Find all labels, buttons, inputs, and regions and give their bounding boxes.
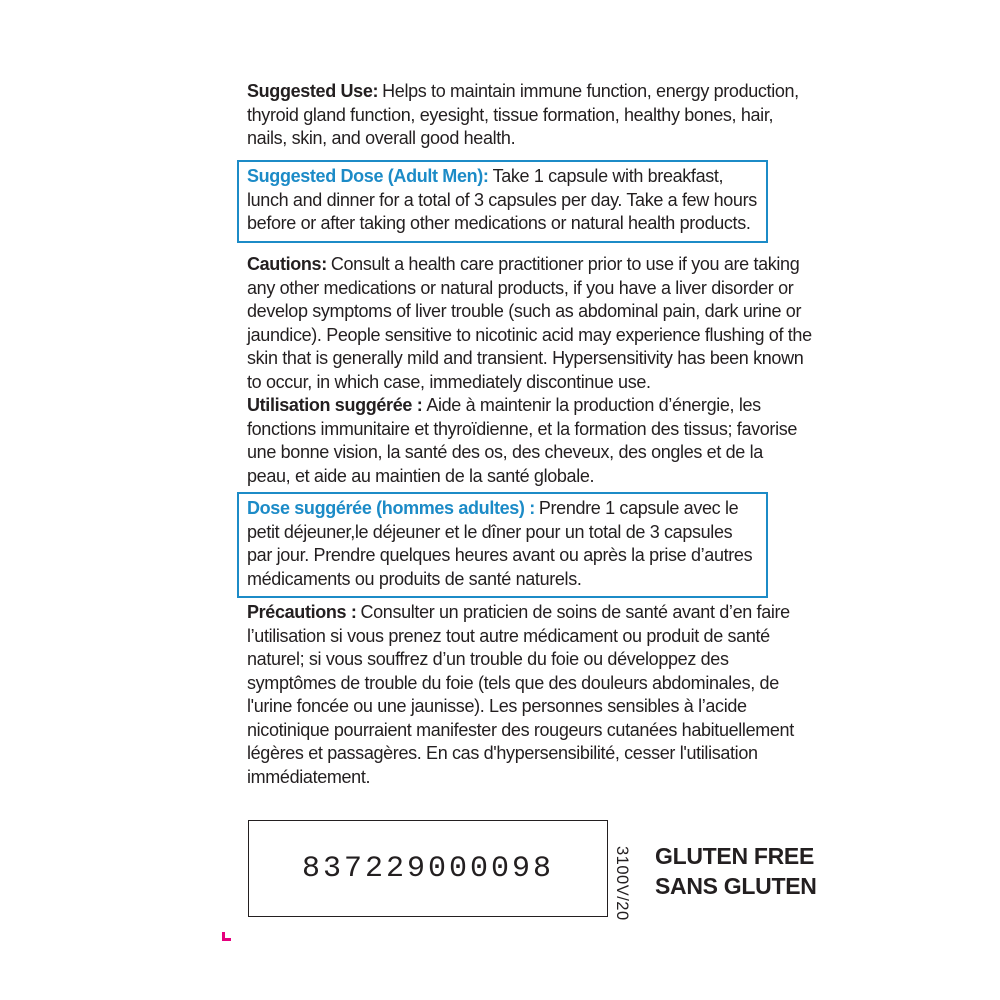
cautions-text: Consult a health care practitioner prior to use if you are taking any other medications or natural products, if you have a liver disorder or develop symptoms of liver trouble (such as abdominal pain, dark urine or jaundice). People sensitive to nicotinic acid may experience flushing of the skin that is generally mild and transient. Hypersensitivity has been known to occur, in which case, immediately discontinue use. [247,254,812,392]
precautions-label: Précautions : [247,602,357,622]
utilisation-suggeree-paragraph [247,394,807,488]
gluten-free-french: SANS GLUTEN [655,873,817,899]
cautions-label: Cautions: [247,254,327,274]
suggested-dose-text: Take 1 capsule with breakfast, lunch and dinner for a total of 3 capsules per day. Take a few hours before or after taking other medications or natural health products. [247,166,757,233]
gluten-free-badge [655,841,817,901]
suggested-dose-label: Suggested Dose (Adult Men): [247,166,489,186]
print-registration-mark [222,932,231,941]
precautions-paragraph [247,601,810,789]
dose-suggeree-label: Dose suggérée (hommes adultes) : [247,498,535,518]
cautions-paragraph [247,253,812,394]
gluten-free-english: GLUTEN FREE [655,843,814,869]
lot-code-vertical: 3100V/20 [613,846,631,921]
suggested-use-text: Helps to maintain immune function, energy production, thyroid gland function, eyesight, tissue formation, healthy bones, hair, nails, skin, and overall good health. [247,81,799,148]
utilisation-suggeree-text: Aide à maintenir la production d’énergie, les fonctions immunitaire et thyroïdienne, et la formation des tissus; favorise une bonne vision, la santé des os, des cheveux, des ongles et de la peau, et aide au maintien de la santé globale. [247,395,798,486]
suggested-dose-box [237,160,768,243]
precautions-text: Consulter un praticien de soins de santé avant d’en faire l’utilisation si vous prenez tout autre médicament ou produit de santé naturel; si vous souffrez d’un trouble du foie ou développez des symptômes de trouble du foie (tels que des douleurs abdominales, de l'urine foncée ou une jaunisse). Les personnes sensibles à l’acide nicotinique pourraient manifester des rougeurs cutanées habituellement légères et passagères. En cas d'hypersensibilité, cesser l'utilisation immédiatement. [247,602,794,787]
suggested-use-paragraph [247,80,805,151]
suggested-use-label: Suggested Use: [247,81,379,101]
dose-suggeree-text: Prendre 1 capsule avec le petit déjeuner,le déjeuner et le dîner pour un total de 3 capsules par jour. Prendre quelques heures avant ou après la prise d’autres médicaments ou produits de santé naturels. [247,498,753,589]
utilisation-suggeree-label: Utilisation suggérée : [247,395,423,415]
dose-suggeree-box [237,492,768,598]
dose-suggeree-paragraph [247,497,758,591]
barcode-number: 837229000098 [301,851,555,886]
barcode-placeholder-box [248,820,608,917]
suggested-dose-paragraph [247,165,758,236]
